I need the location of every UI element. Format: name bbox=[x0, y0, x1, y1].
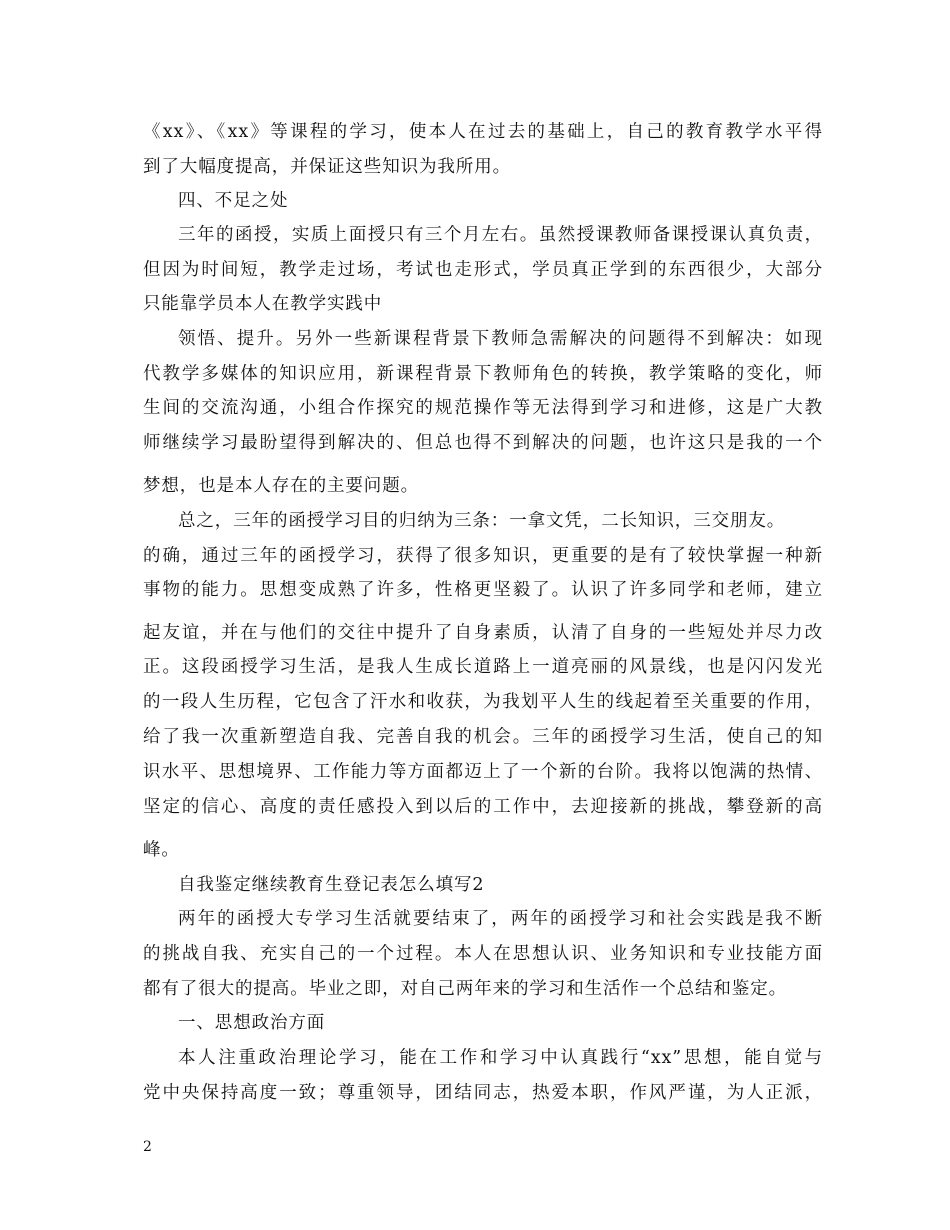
text-line: 三年的函授，实质上面授只有三个月左右。虽然授课教师备课授课认真负责， bbox=[178, 225, 823, 245]
text-line: 党中央保持高度一致；尊重领导，团结同志，热爱本职，作风严谨，为人正派， bbox=[143, 1083, 823, 1103]
text-line: 生间的交流沟通，小组合作探究的规范操作等无法得到学习和进修，这是广大教 bbox=[143, 398, 823, 418]
text-line: 识水平、思想境界、工作能力等方面都迈上了一个新的台阶。我将以饱满的热情、 bbox=[143, 762, 823, 782]
section-title: 自我鉴定继续教育生登记表怎么填写2 bbox=[178, 875, 485, 895]
text-line: 到了大幅度提高，并保证这些知识为我所用。 bbox=[143, 157, 511, 177]
text-line: 的一段人生历程，它包含了汗水和收获，为我划平人生的线起着至关重要的作用， bbox=[143, 692, 823, 712]
text-line: 事物的能力。思想变成熟了许多，性格更坚毅了。认识了许多同学和老师，建立 bbox=[143, 580, 823, 600]
text-line: 正。这段函授学习生活，是我人生成长道路上一道亮丽的风景线，也是闪闪发光 bbox=[143, 657, 823, 677]
text-line: 的挑战自我、充实自己的一个过程。本人在思想认识、业务知识和专业技能方面 bbox=[143, 944, 823, 964]
text-line: 峰。 bbox=[143, 840, 180, 860]
text-line: 只能靠学员本人在教学实践中 bbox=[143, 294, 383, 314]
text-line: 总之，三年的函授学习目的归纳为三条：一拿文凭，二长知识，三交朋友。 bbox=[178, 511, 786, 531]
text-line: 《xx》、《xx》等课程的学习，使本人在过去的基础上，自己的教育教学水平得 bbox=[143, 122, 823, 142]
text-line: 两年的函授大专学习生活就要结束了，两年的函授学习和社会实践是我不断 bbox=[178, 909, 823, 929]
text-line: 师继续学习最盼望得到解决的、但总也得不到解决的问题，也许这只是我的一个 bbox=[143, 433, 823, 453]
text-line: 但因为时间短，教学走过场，考试也走形式，学员真正学到的东西很少，大部分 bbox=[143, 260, 823, 280]
text-line: 的确，通过三年的函授学习，获得了很多知识，更重要的是有了较快掌握一种新 bbox=[143, 546, 823, 566]
text-line: 给了我一次重新塑造自我、完善自我的机会。三年的函授学习生活，使自己的知 bbox=[143, 727, 823, 747]
text-line: 起友谊，并在与他们的交往中提升了自身素质，认清了自身的一些短处并尽力改 bbox=[143, 623, 823, 643]
text-line: 都有了很大的提高。毕业之即，对自己两年来的学习和生活作一个总结和鉴定。 bbox=[143, 979, 787, 999]
text-line: 代教学多媒体的知识应用，新课程背景下教师角色的转换，教学策略的变化，师 bbox=[143, 364, 823, 384]
text-line: 本人注重政治理论学习，能在工作和学习中认真践行“xx”思想，能自觉与 bbox=[178, 1048, 823, 1068]
text-line: 领悟、提升。另外一些新课程背景下教师急需解决的问题得不到解决：如现 bbox=[178, 329, 823, 349]
text-line: 梦想，也是本人存在的主要问题。 bbox=[143, 476, 419, 496]
text-line: 坚定的信心、高度的责任感投入到以后的工作中，去迎接新的挑战，攀登新的高 bbox=[143, 797, 823, 817]
section-heading: 一、思想政治方面 bbox=[178, 1013, 326, 1033]
page-number: 2 bbox=[143, 1139, 152, 1155]
section-heading: 四、不足之处 bbox=[178, 191, 289, 211]
